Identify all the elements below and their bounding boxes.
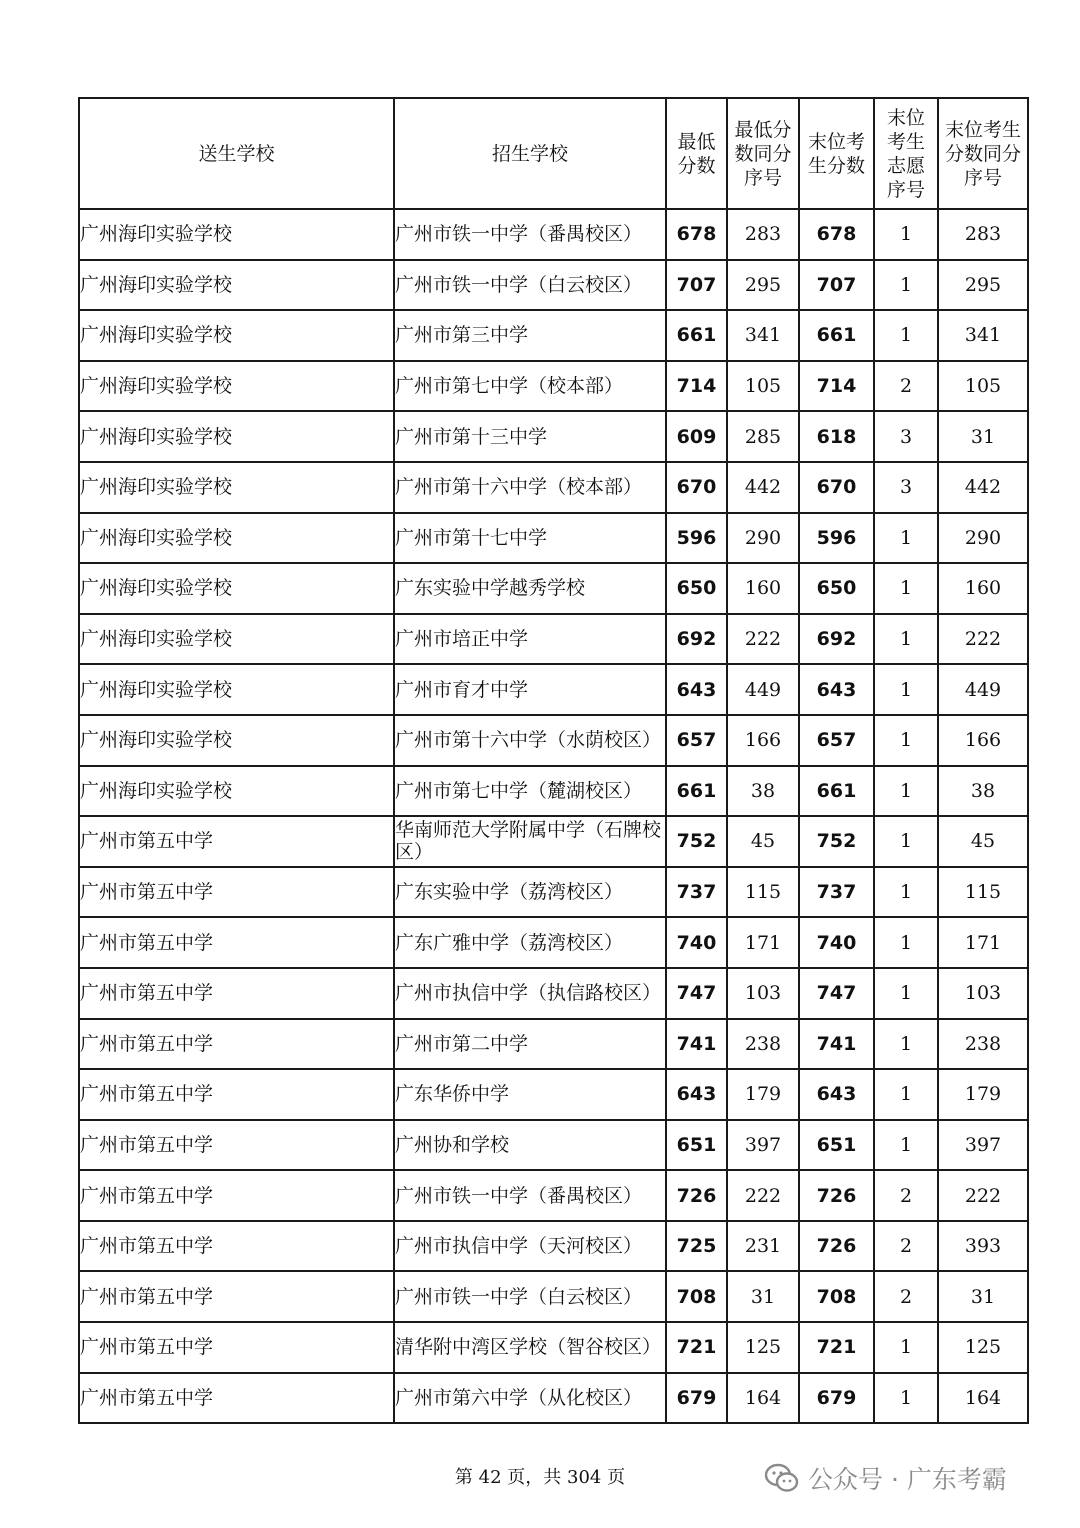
cell-min-score: 737 [666, 867, 727, 918]
cell-last-choice-rank: 1 [874, 1069, 938, 1120]
cell-min-score-tie-rank: 449 [727, 664, 799, 715]
cell-last-score: 752 [799, 816, 874, 867]
cell-admitting-school: 广州市第十七中学 [394, 513, 666, 564]
cell-admitting-school: 清华附中湾区学校（智谷校区） [394, 1322, 666, 1373]
cell-last-score-tie-rank: 166 [938, 715, 1028, 766]
cell-last-score: 708 [799, 1271, 874, 1322]
cell-last-score-tie-rank: 222 [938, 614, 1028, 665]
cell-sending-school: 广州市第五中学 [79, 867, 394, 918]
table-row [79, 260, 1028, 311]
cell-last-choice-rank: 1 [874, 816, 938, 867]
cell-last-choice-rank: 1 [874, 664, 938, 715]
cell-last-score-tie-rank: 38 [938, 766, 1028, 817]
cell-last-score-tie-rank: 290 [938, 513, 1028, 564]
cell-last-score-tie-rank: 103 [938, 968, 1028, 1019]
cell-admitting-school: 广州市第二中学 [394, 1019, 666, 1070]
cell-sending-school: 广州海印实验学校 [79, 563, 394, 614]
cell-last-choice-rank: 1 [874, 1373, 938, 1424]
cell-last-score: 747 [799, 968, 874, 1019]
cell-sending-school: 广州海印实验学校 [79, 361, 394, 412]
cell-admitting-school: 广州市第六中学（从化校区） [394, 1373, 666, 1424]
cell-min-score-tie-rank: 166 [727, 715, 799, 766]
table-row [79, 513, 1028, 564]
cell-last-score: 692 [799, 614, 874, 665]
cell-min-score: 661 [666, 766, 727, 817]
header-min-score: 最低分数 [666, 98, 727, 209]
table-row [79, 1322, 1028, 1373]
cell-min-score-tie-rank: 238 [727, 1019, 799, 1070]
cell-last-score-tie-rank: 179 [938, 1069, 1028, 1120]
cell-min-score-tie-rank: 442 [727, 462, 799, 513]
cell-admitting-school: 广东广雅中学（荔湾校区） [394, 917, 666, 968]
cell-last-choice-rank: 1 [874, 1322, 938, 1373]
cell-last-score: 741 [799, 1019, 874, 1070]
cell-last-choice-rank: 1 [874, 867, 938, 918]
cell-min-score: 708 [666, 1271, 727, 1322]
cell-last-score: 679 [799, 1373, 874, 1424]
cell-last-choice-rank: 2 [874, 1221, 938, 1272]
table-row [79, 1019, 1028, 1070]
cell-admitting-school: 广州市第七中学（麓湖校区） [394, 766, 666, 817]
table-row [79, 715, 1028, 766]
cell-sending-school: 广州市第五中学 [79, 1322, 394, 1373]
cell-last-score-tie-rank: 283 [938, 209, 1028, 260]
cell-last-score-tie-rank: 397 [938, 1120, 1028, 1171]
cell-last-score-tie-rank: 115 [938, 867, 1028, 918]
cell-admitting-school: 广州市育才中学 [394, 664, 666, 715]
cell-min-score: 643 [666, 1069, 727, 1120]
cell-last-score: 651 [799, 1120, 874, 1171]
cell-min-score: 747 [666, 968, 727, 1019]
cell-last-score-tie-rank: 295 [938, 260, 1028, 311]
cell-last-score: 726 [799, 1170, 874, 1221]
table-row [79, 1373, 1028, 1424]
cell-last-choice-rank: 1 [874, 310, 938, 361]
cell-min-score-tie-rank: 38 [727, 766, 799, 817]
header-last-score: 末位考生分数 [799, 98, 874, 209]
header-sending-school: 送生学校 [79, 98, 394, 209]
watermark [764, 1460, 1007, 1496]
cell-admitting-school: 广州市铁一中学（番禺校区） [394, 1170, 666, 1221]
cell-last-choice-rank: 3 [874, 411, 938, 462]
cell-min-score-tie-rank: 171 [727, 917, 799, 968]
cell-min-score-tie-rank: 285 [727, 411, 799, 462]
cell-admitting-school: 广州市第十三中学 [394, 411, 666, 462]
cell-min-score: 707 [666, 260, 727, 311]
cell-admitting-school: 广州市铁一中学（白云校区） [394, 260, 666, 311]
cell-min-score-tie-rank: 105 [727, 361, 799, 412]
cell-last-score: 661 [799, 310, 874, 361]
table-row [79, 209, 1028, 260]
table-header-row [79, 98, 1028, 209]
cell-min-score-tie-rank: 115 [727, 867, 799, 918]
cell-last-score-tie-rank: 238 [938, 1019, 1028, 1070]
cell-last-score-tie-rank: 45 [938, 816, 1028, 867]
table-row [79, 867, 1028, 918]
table-row [79, 361, 1028, 412]
header-min-score-tie-rank: 最低分数同分序号 [727, 98, 799, 209]
cell-admitting-school: 广州市第十六中学（水荫校区） [394, 715, 666, 766]
cell-sending-school: 广州海印实验学校 [79, 715, 394, 766]
cell-last-score: 737 [799, 867, 874, 918]
cell-admitting-school: 广州市铁一中学（番禺校区） [394, 209, 666, 260]
cell-last-score-tie-rank: 442 [938, 462, 1028, 513]
cell-last-score-tie-rank: 164 [938, 1373, 1028, 1424]
cell-sending-school: 广州市第五中学 [79, 1069, 394, 1120]
table-row [79, 766, 1028, 817]
cell-admitting-school: 广州市执信中学（天河校区） [394, 1221, 666, 1272]
cell-sending-school: 广州市第五中学 [79, 1170, 394, 1221]
cell-sending-school: 广州海印实验学校 [79, 664, 394, 715]
cell-min-score: 661 [666, 310, 727, 361]
cell-last-score: 596 [799, 513, 874, 564]
cell-min-score: 721 [666, 1322, 727, 1373]
table-row [79, 664, 1028, 715]
cell-min-score: 725 [666, 1221, 727, 1272]
table-row [79, 614, 1028, 665]
cell-last-score-tie-rank: 31 [938, 1271, 1028, 1322]
cell-sending-school: 广州海印实验学校 [79, 260, 394, 311]
cell-sending-school: 广州市第五中学 [79, 1019, 394, 1070]
cell-min-score-tie-rank: 45 [727, 816, 799, 867]
cell-sending-school: 广州海印实验学校 [79, 462, 394, 513]
admission-score-table [78, 97, 1029, 1424]
cell-min-score: 714 [666, 361, 727, 412]
cell-last-score: 726 [799, 1221, 874, 1272]
cell-min-score-tie-rank: 222 [727, 1170, 799, 1221]
watermark-text: 公众号 · 广东考霸 [808, 1465, 1007, 1494]
cell-min-score: 679 [666, 1373, 727, 1424]
cell-sending-school: 广州海印实验学校 [79, 209, 394, 260]
cell-last-choice-rank: 1 [874, 766, 938, 817]
cell-sending-school: 广州市第五中学 [79, 1373, 394, 1424]
cell-admitting-school: 广州市执信中学（执信路校区） [394, 968, 666, 1019]
cell-sending-school: 广州市第五中学 [79, 968, 394, 1019]
cell-min-score: 740 [666, 917, 727, 968]
cell-min-score-tie-rank: 290 [727, 513, 799, 564]
cell-last-choice-rank: 2 [874, 1170, 938, 1221]
cell-min-score-tie-rank: 397 [727, 1120, 799, 1171]
cell-admitting-school: 华南师范大学附属中学（石牌校区） [394, 816, 666, 867]
cell-last-choice-rank: 1 [874, 968, 938, 1019]
cell-last-choice-rank: 2 [874, 361, 938, 412]
cell-admitting-school: 广州市第十六中学（校本部） [394, 462, 666, 513]
cell-min-score-tie-rank: 125 [727, 1322, 799, 1373]
cell-sending-school: 广州市第五中学 [79, 917, 394, 968]
table-row [79, 968, 1028, 1019]
cell-sending-school: 广州海印实验学校 [79, 513, 394, 564]
cell-min-score-tie-rank: 231 [727, 1221, 799, 1272]
cell-last-score-tie-rank: 31 [938, 411, 1028, 462]
table-body [79, 209, 1028, 1423]
cell-sending-school: 广州海印实验学校 [79, 411, 394, 462]
cell-last-choice-rank: 1 [874, 209, 938, 260]
cell-last-score: 618 [799, 411, 874, 462]
header-last-choice-rank: 末位考生志愿序号 [874, 98, 938, 209]
cell-last-score: 721 [799, 1322, 874, 1373]
cell-admitting-school: 广州市第三中学 [394, 310, 666, 361]
cell-sending-school: 广州市第五中学 [79, 1221, 394, 1272]
cell-last-score: 740 [799, 917, 874, 968]
cell-sending-school: 广州海印实验学校 [79, 766, 394, 817]
cell-last-score: 714 [799, 361, 874, 412]
cell-admitting-school: 广州协和学校 [394, 1120, 666, 1171]
cell-last-score: 657 [799, 715, 874, 766]
cell-last-choice-rank: 1 [874, 917, 938, 968]
table-row [79, 917, 1028, 968]
cell-min-score: 651 [666, 1120, 727, 1171]
cell-min-score-tie-rank: 164 [727, 1373, 799, 1424]
cell-min-score-tie-rank: 222 [727, 614, 799, 665]
cell-min-score-tie-rank: 341 [727, 310, 799, 361]
table-row [79, 462, 1028, 513]
table-row [79, 411, 1028, 462]
cell-last-choice-rank: 1 [874, 563, 938, 614]
cell-min-score: 657 [666, 715, 727, 766]
cell-last-choice-rank: 3 [874, 462, 938, 513]
table-row [79, 310, 1028, 361]
cell-min-score: 726 [666, 1170, 727, 1221]
header-last-score-tie-rank: 末位考生分数同分序号 [938, 98, 1028, 209]
cell-min-score: 650 [666, 563, 727, 614]
cell-last-choice-rank: 1 [874, 715, 938, 766]
cell-last-choice-rank: 1 [874, 1120, 938, 1171]
table-row [79, 563, 1028, 614]
cell-min-score: 678 [666, 209, 727, 260]
cell-admitting-school: 广东实验中学越秀学校 [394, 563, 666, 614]
cell-last-score: 643 [799, 664, 874, 715]
cell-last-score-tie-rank: 393 [938, 1221, 1028, 1272]
cell-last-score: 707 [799, 260, 874, 311]
cell-last-choice-rank: 1 [874, 1019, 938, 1070]
cell-min-score-tie-rank: 283 [727, 209, 799, 260]
cell-min-score: 596 [666, 513, 727, 564]
cell-last-score: 650 [799, 563, 874, 614]
cell-sending-school: 广州海印实验学校 [79, 310, 394, 361]
cell-last-choice-rank: 1 [874, 614, 938, 665]
cell-last-score: 678 [799, 209, 874, 260]
cell-min-score-tie-rank: 295 [727, 260, 799, 311]
cell-min-score: 692 [666, 614, 727, 665]
cell-last-choice-rank: 1 [874, 260, 938, 311]
cell-last-score-tie-rank: 171 [938, 917, 1028, 968]
page-footer: 第 42 页，共 304 页 [454, 1467, 626, 1488]
cell-last-score-tie-rank: 222 [938, 1170, 1028, 1221]
cell-last-choice-rank: 2 [874, 1271, 938, 1322]
table-row [79, 1221, 1028, 1272]
cell-last-score: 670 [799, 462, 874, 513]
cell-sending-school: 广州海印实验学校 [79, 614, 394, 665]
cell-last-score-tie-rank: 449 [938, 664, 1028, 715]
cell-min-score: 741 [666, 1019, 727, 1070]
cell-admitting-school: 广州市第七中学（校本部） [394, 361, 666, 412]
cell-admitting-school: 广东华侨中学 [394, 1069, 666, 1120]
cell-last-score: 661 [799, 766, 874, 817]
table-row [79, 1271, 1028, 1322]
cell-min-score-tie-rank: 103 [727, 968, 799, 1019]
cell-min-score-tie-rank: 31 [727, 1271, 799, 1322]
cell-min-score: 752 [666, 816, 727, 867]
table-row [79, 1170, 1028, 1221]
cell-last-score-tie-rank: 160 [938, 563, 1028, 614]
cell-min-score-tie-rank: 160 [727, 563, 799, 614]
header-admitting-school: 招生学校 [394, 98, 666, 209]
cell-admitting-school: 广东实验中学（荔湾校区） [394, 867, 666, 918]
cell-min-score: 643 [666, 664, 727, 715]
cell-last-choice-rank: 1 [874, 513, 938, 564]
cell-admitting-school: 广州市铁一中学（白云校区） [394, 1271, 666, 1322]
cell-last-score-tie-rank: 341 [938, 310, 1028, 361]
table-row [79, 816, 1028, 867]
table-row [79, 1069, 1028, 1120]
table-row [79, 1120, 1028, 1171]
cell-sending-school: 广州市第五中学 [79, 1271, 394, 1322]
cell-sending-school: 广州市第五中学 [79, 816, 394, 867]
cell-last-score-tie-rank: 105 [938, 361, 1028, 412]
wechat-icon [764, 1463, 800, 1493]
cell-min-score: 609 [666, 411, 727, 462]
cell-min-score: 670 [666, 462, 727, 513]
cell-sending-school: 广州市第五中学 [79, 1120, 394, 1171]
cell-min-score-tie-rank: 179 [727, 1069, 799, 1120]
cell-last-score-tie-rank: 125 [938, 1322, 1028, 1373]
cell-admitting-school: 广州市培正中学 [394, 614, 666, 665]
cell-last-score: 643 [799, 1069, 874, 1120]
